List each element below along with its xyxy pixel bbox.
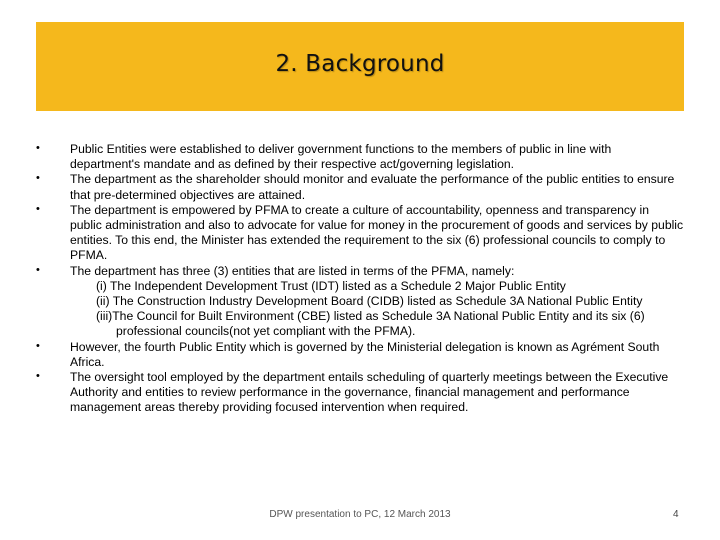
bullet-item — [36, 203, 684, 264]
sub-item-cidb: (ii) The Construction Industry Development Board (CIDB) listed as Schedule 3A National Public Entity — [96, 294, 643, 309]
page-number: 4 — [673, 509, 679, 520]
bullet-marker: • — [36, 172, 40, 185]
sub-item-cbe: (iii)The Council for Built Environment (CBE) listed as Schedule 3A National Public Entity and its six (6) professional councils(not yet compliant with the PFMA). — [96, 309, 645, 339]
bullet-marker: • — [36, 339, 40, 352]
slide-title: 2. Background — [275, 50, 445, 77]
bullet-text: The department as the shareholder should monitor and evaluate the performance of the public entities to ensure that pre-determined objectives are attained. — [70, 172, 675, 202]
bullet-marker: • — [36, 202, 40, 215]
bullet-text: However, the fourth Public Entity which is governed by the Ministerial delegation is known as Agrément South Africa. — [70, 339, 660, 369]
bullet-marker: • — [36, 263, 40, 276]
bullet-text: Public Entities were established to deliver government functions to the members of public in line with department's mandate and as defined by their respective act/governing legislation. — [70, 142, 612, 172]
bullet-marker: • — [36, 370, 40, 383]
slide-footer: DPW presentation to PC, 12 March 2013 — [269, 509, 451, 520]
bullet-marker: • — [36, 142, 40, 154]
title-band — [36, 22, 684, 111]
bullet-list — [36, 142, 684, 416]
bullet-text: The oversight tool employed by the department entails scheduling of quarterly meetings between the Executive Authority and entities to review performance in the governance, financial management and performance management areas thereby providing focused intervention when required. — [70, 370, 669, 415]
bullet-item — [36, 142, 684, 172]
bullet-item — [36, 370, 684, 416]
bullet-text: The department has three (3) entities that are listed in terms of the PFMA, namely: — [70, 263, 515, 278]
bullet-item — [36, 340, 684, 370]
bullet-item — [36, 264, 684, 340]
bullet-text: The department is empowered by PFMA to create a culture of accountability, openness and transparency in public administration and also to advocate for value for money in the procurement of goods and services by public entities. To this end, the Minister has extended the requirement to the six (6) professional councils to comply to PFMA. — [70, 202, 684, 263]
sub-item-idt: (i) The Independent Development Trust (IDT) listed as a Schedule 2 Major Public Entity — [96, 278, 566, 293]
bullet-item — [36, 172, 684, 202]
